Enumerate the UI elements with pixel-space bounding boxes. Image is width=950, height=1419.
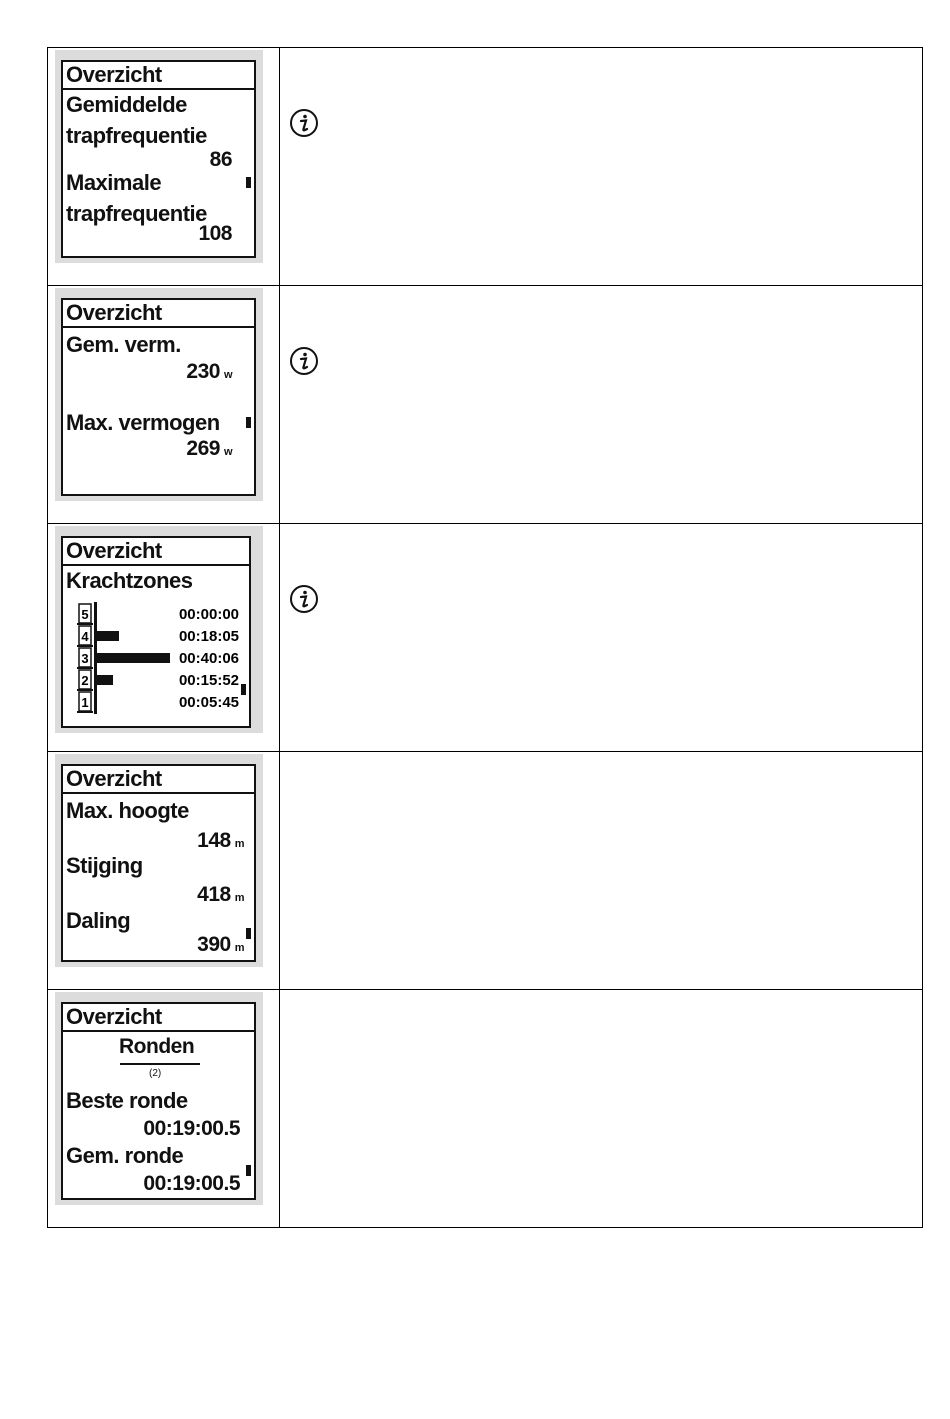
item-label: Beste ronde — [66, 1088, 188, 1113]
info-icon — [289, 108, 319, 138]
item-value: 00:19:00.5 — [143, 1117, 240, 1140]
device-screen — [61, 60, 256, 258]
device-screen-cell — [48, 990, 280, 1228]
item-label: Stijging — [66, 853, 143, 878]
table-row — [48, 990, 923, 1228]
laps-count: (2) — [149, 1068, 162, 1079]
zone-time: 00:00:00 — [178, 606, 239, 623]
info-icon — [289, 346, 319, 376]
zone-number: 4 — [81, 629, 89, 644]
device-screen — [61, 1002, 256, 1200]
manual-table — [47, 47, 923, 1228]
value-unit: m — [234, 942, 244, 954]
device-screen-cell — [48, 524, 280, 752]
item-label: Max. vermogen — [66, 410, 220, 435]
table-row — [48, 752, 923, 990]
device-screen — [61, 764, 256, 962]
item-value: 108 — [198, 222, 232, 245]
device-screen — [61, 536, 251, 728]
value-number: 148 — [197, 829, 231, 852]
zone-underline — [77, 689, 93, 691]
item-label: Max. hoogte — [66, 798, 189, 823]
device-screen-cell — [48, 48, 280, 286]
item-value — [197, 883, 244, 907]
device-screen-frame — [55, 992, 263, 1205]
zone-time: 00:18:05 — [178, 628, 239, 645]
zone-number: 5 — [81, 607, 89, 622]
zone-number: 2 — [81, 673, 89, 688]
zone-time: 00:05:45 — [178, 694, 239, 711]
scroll-indicator — [246, 1165, 251, 1176]
zone-underline — [77, 667, 93, 669]
device-screen-frame — [55, 754, 263, 967]
screen-title: Overzicht — [63, 538, 249, 566]
scroll-indicator — [241, 684, 246, 695]
zone-bar — [97, 631, 119, 641]
item-label: Maximale — [66, 170, 162, 195]
description-cell — [280, 752, 923, 990]
value-unit: w — [223, 369, 232, 381]
device-screen-frame — [55, 50, 263, 263]
device-screen-cell — [48, 752, 280, 990]
zone-bar — [97, 653, 170, 663]
zone-bar — [97, 675, 113, 685]
zone-underline — [77, 645, 93, 647]
zone-underline — [77, 711, 93, 713]
value-number: 390 — [197, 933, 231, 956]
zone-time: 00:40:06 — [178, 650, 239, 667]
screen-title: Overzicht — [63, 766, 254, 794]
scroll-indicator — [246, 417, 251, 428]
zone-underline — [77, 623, 93, 625]
item-value — [197, 933, 244, 957]
screen-title: Overzicht — [63, 62, 254, 90]
item-value: 86 — [209, 148, 232, 171]
zone-number: 1 — [81, 695, 89, 710]
item-value: 00:19:00.5 — [143, 1172, 240, 1195]
item-label: Gem. ronde — [66, 1143, 184, 1168]
zones-chart — [63, 538, 249, 726]
item-label: trapfrequentie — [66, 201, 207, 226]
item-label: Gem. verm. — [66, 332, 181, 357]
item-value — [186, 437, 232, 461]
zones-axis — [94, 602, 97, 714]
info-icon — [289, 584, 319, 614]
device-screen-frame — [55, 526, 263, 733]
description-cell — [280, 48, 923, 286]
zone-time: 00:15:52 — [178, 672, 239, 689]
description-cell — [280, 286, 923, 524]
item-label: Daling — [66, 908, 131, 933]
device-screen — [61, 298, 256, 496]
screen-title: Overzicht — [63, 300, 254, 328]
zone-number: 3 — [81, 651, 89, 666]
scroll-indicator — [246, 177, 251, 188]
laps-divider — [120, 1063, 200, 1065]
table-row — [48, 524, 923, 752]
value-number: 418 — [197, 883, 231, 906]
description-cell — [280, 524, 923, 752]
description-cell — [280, 990, 923, 1228]
scroll-indicator — [246, 928, 251, 939]
device-screen-cell — [48, 286, 280, 524]
item-value — [197, 829, 244, 853]
laps-heading: Ronden — [119, 1035, 195, 1058]
table-row — [48, 48, 923, 286]
value-number: 230 — [186, 360, 220, 383]
device-screen-frame — [55, 288, 263, 501]
item-label: Gemiddelde — [66, 92, 187, 117]
screen-subtitle: Krachtzones — [66, 568, 193, 593]
item-value — [186, 360, 232, 384]
screen-title: Overzicht — [63, 1004, 254, 1032]
item-label: trapfrequentie — [66, 123, 207, 148]
value-number: 269 — [186, 437, 220, 460]
value-unit: m — [234, 892, 244, 904]
table-row — [48, 286, 923, 524]
value-unit: w — [223, 446, 232, 458]
value-unit: m — [234, 838, 244, 850]
